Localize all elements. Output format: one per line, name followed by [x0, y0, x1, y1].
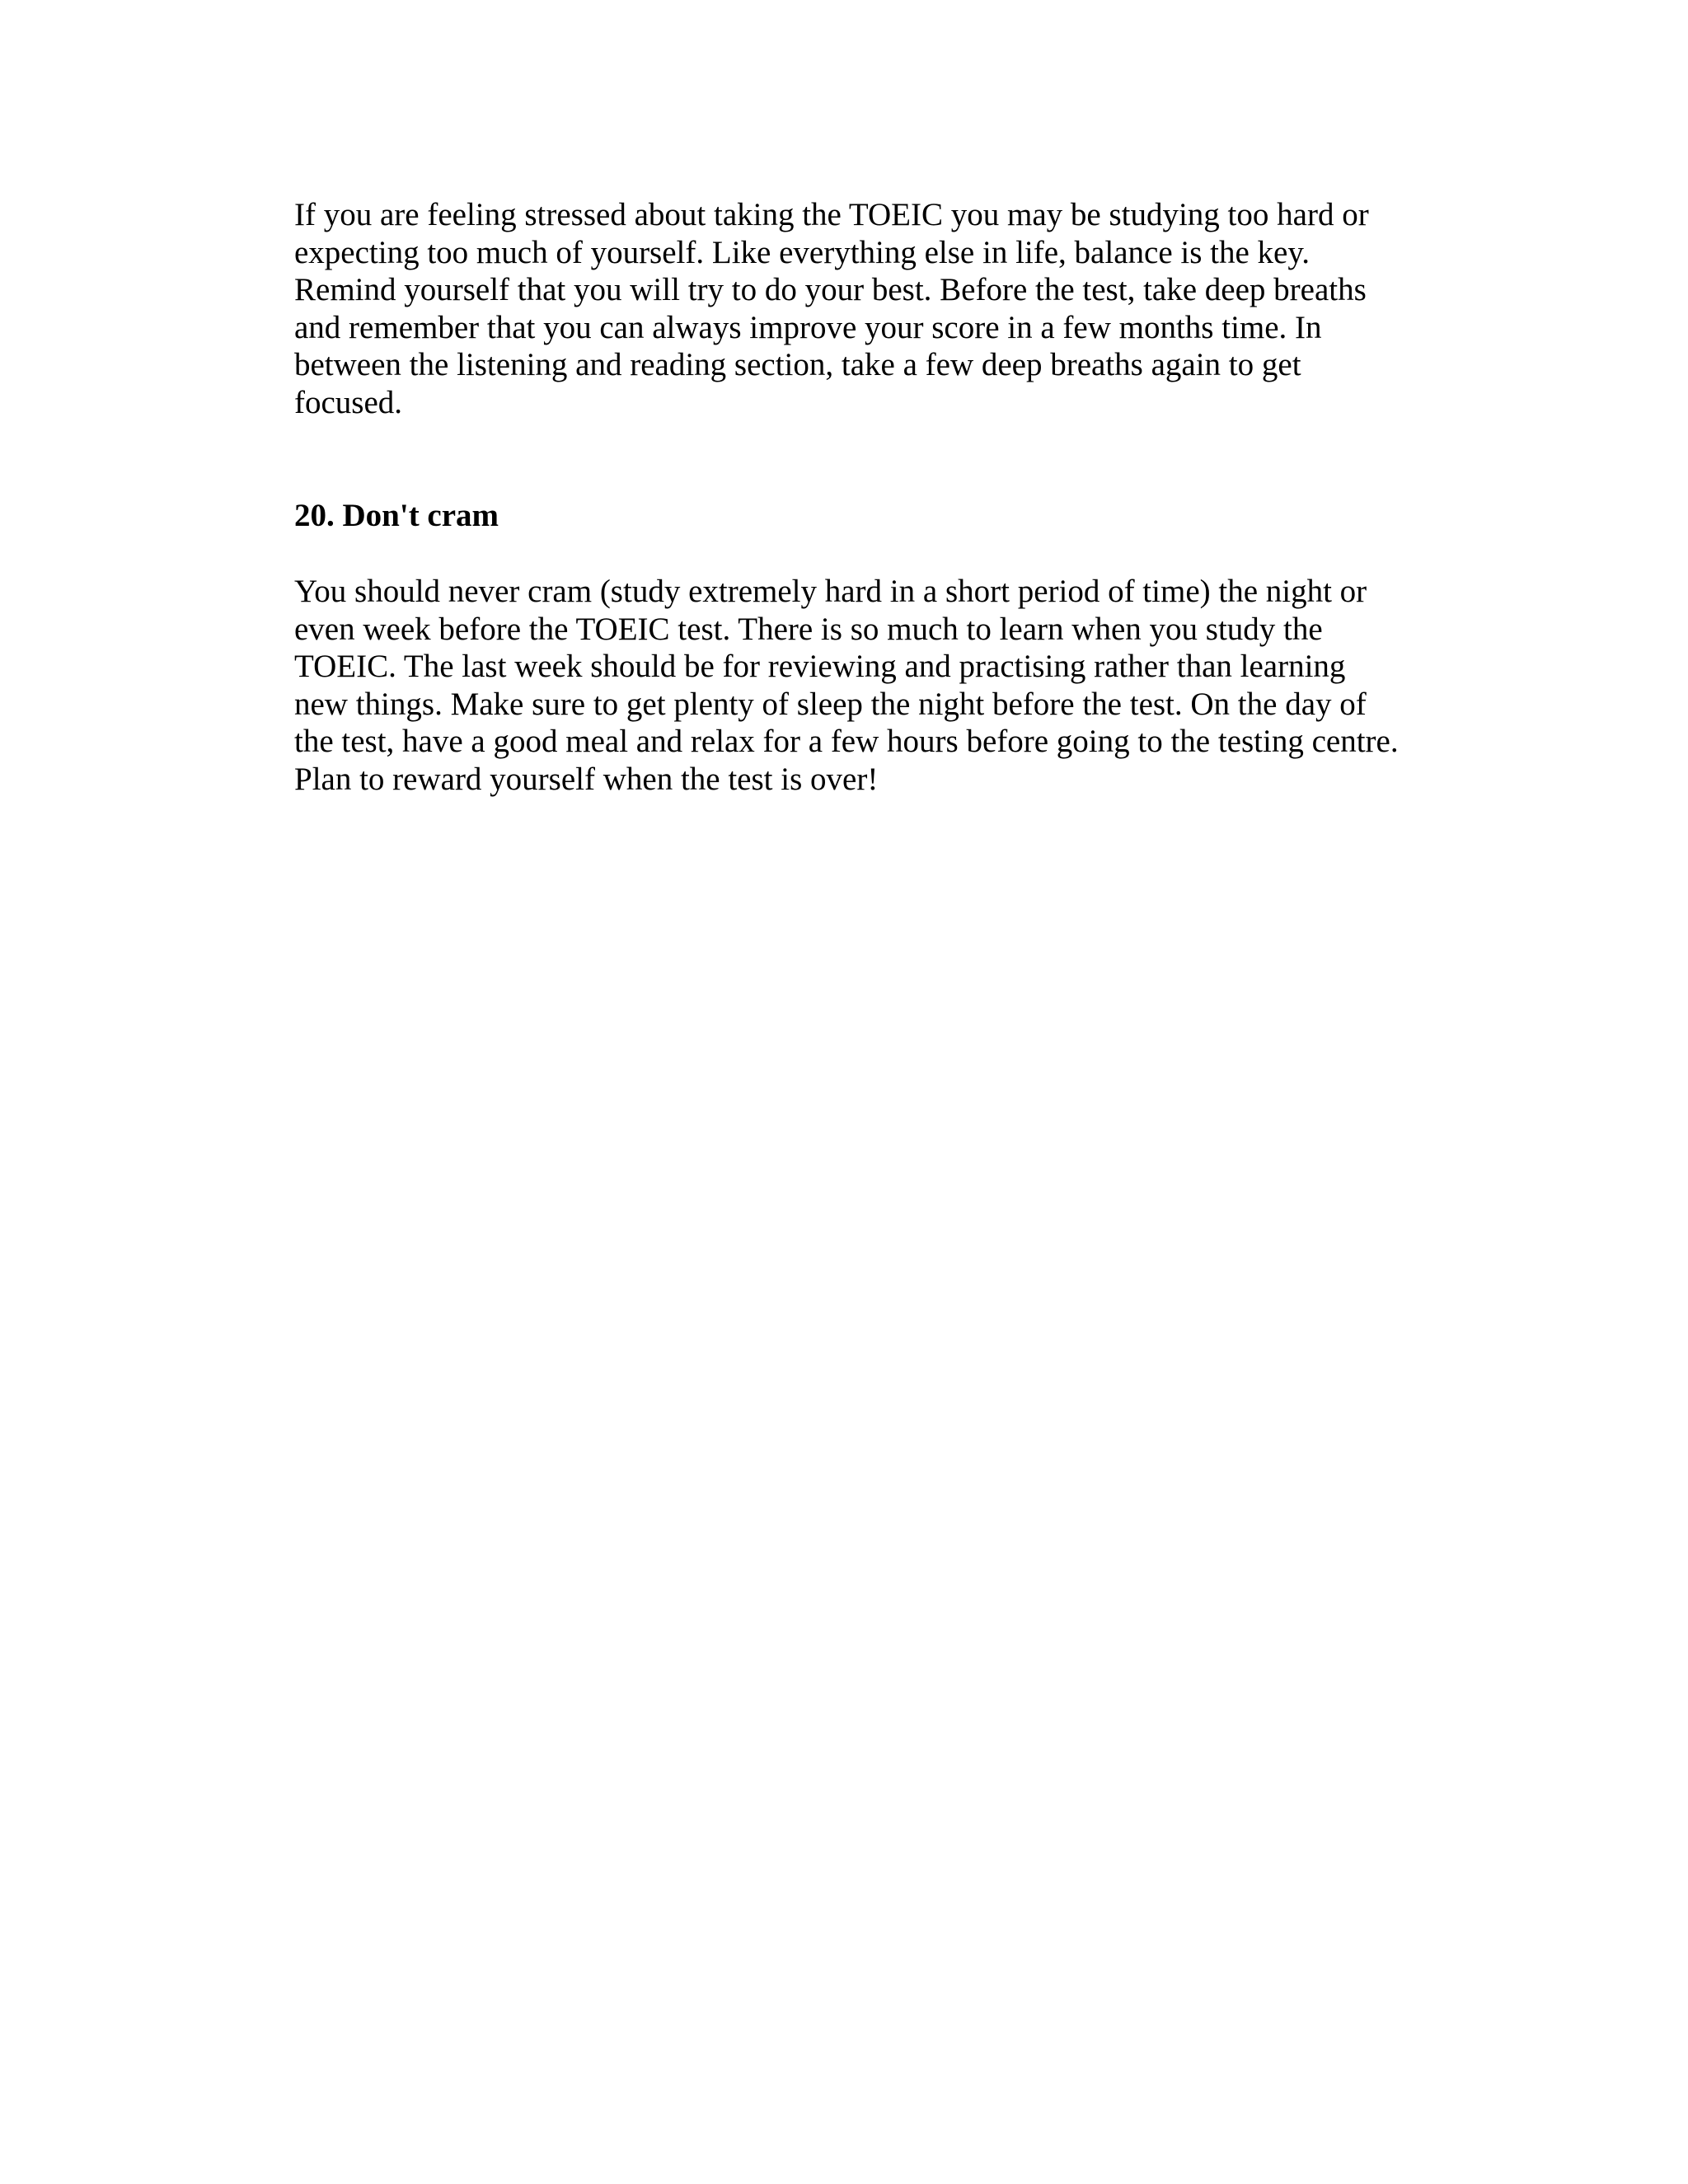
paragraph-line: even week before the TOEIC test. There is so much to learn when you study the — [294, 611, 1323, 647]
paragraph-line: Remind yourself that you will try to do your best. Before the test, take deep breaths — [294, 272, 1367, 308]
paragraph-line: and remember that you can always improve your score in a few months time. In — [294, 309, 1322, 345]
paragraph-line: You should never cram (study extremely hard in a short period of time) the night or — [294, 574, 1367, 609]
paragraph-line: expecting too much of yourself. Like everything else in life, balance is the key. — [294, 234, 1311, 270]
paragraph-line: If you are feeling stressed about taking the TOEIC you may be studying too hard or — [294, 197, 1369, 232]
section-heading: 20. Don't cram — [294, 498, 499, 533]
page-content — [294, 196, 1432, 797]
paragraph-line: Plan to reward yourself when the test is over! — [294, 761, 879, 797]
paragraph-line: TOEIC. The last week should be for reviewing and practising rather than learning — [294, 649, 1346, 685]
paragraph-line: the test, have a good meal and relax for a few hours before going to the testing centre. — [294, 724, 1399, 760]
paragraph-line: new things. Make sure to get plenty of sleep the night before the test. On the day of — [294, 686, 1367, 722]
section-paragraph — [294, 573, 1399, 799]
paragraph-line: focused. — [294, 384, 403, 420]
paragraph-line: between the listening and reading section, take a few deep breaths again to get — [294, 347, 1301, 383]
intro-paragraph — [294, 196, 1432, 422]
